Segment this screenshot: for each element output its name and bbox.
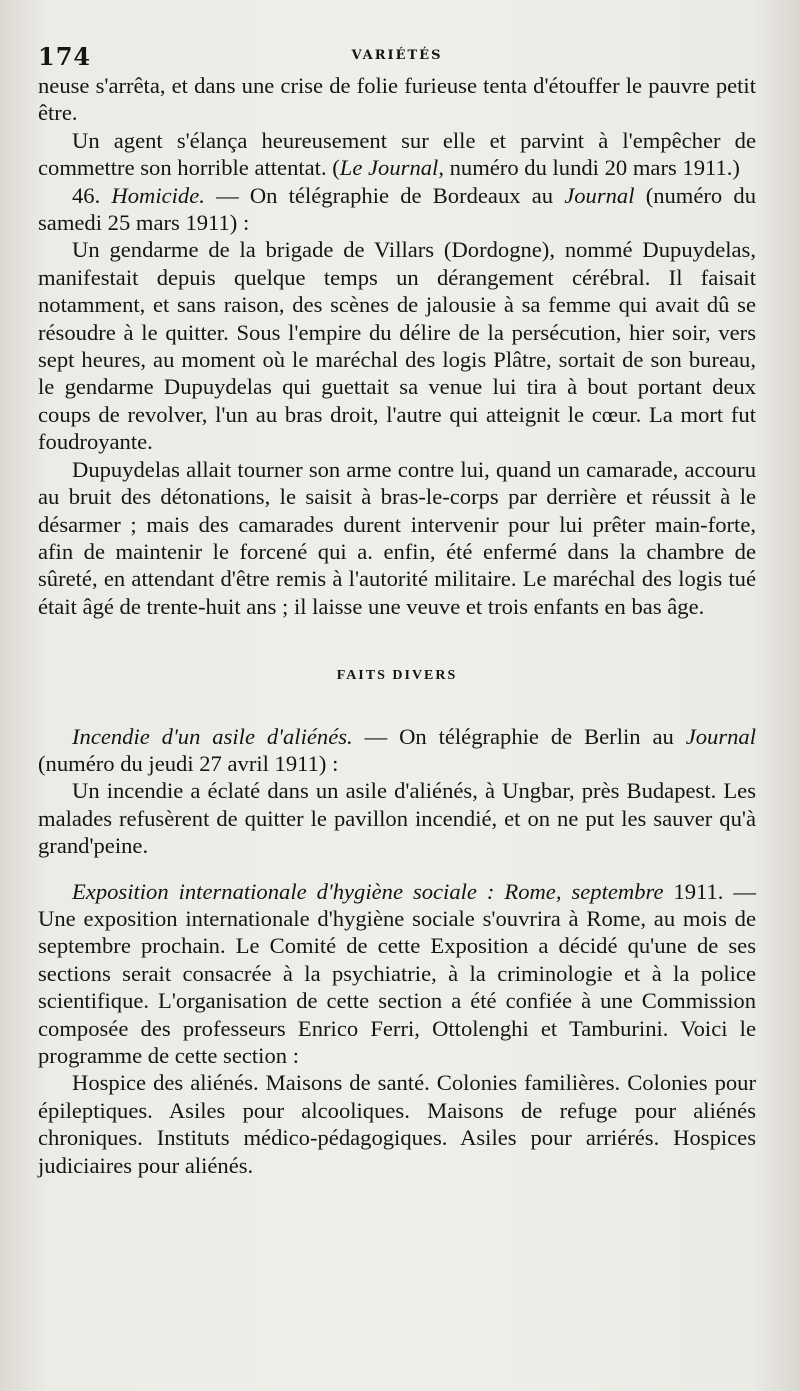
running-head: VARIÉTÉS — [351, 48, 443, 63]
page-body — [38, 72, 756, 1179]
item-incendie-body: Un incendie a éclaté dans un asile d'aliénés, à Ungbar, près Budapest. Les malades refusèrent de quitter le pavillon incendié, et on ne put les sauver qu'à grand'peine. — [38, 778, 756, 859]
paragraph-agent-text-b: , numéro du lundi 20 mars 1911.) — [438, 155, 740, 181]
entry-gap — [38, 860, 756, 878]
paragraph-dupuydelas: Dupuydelas allait tourner son arme contre lui, quand un camarade, accouru au bruit des détonations, le saisit à bras-le-corps par derrière et réussit à le désarmer ; mais des camarades durent intervenir pour lui prêter main-forte, afin de maintenir le forcené qui a. enfin, été enfermé dans la chambre de sûreté, en attendant d'être remis à l'autorité militaire. Le maréchal des logis tué était âgé de trente-huit ans ; il laisse une veuve et trois enfants en bas âge. — [38, 456, 756, 619]
source-journal: Journal — [564, 182, 635, 208]
item-exposition — [38, 878, 756, 1070]
item-incendie-heading — [38, 723, 756, 778]
section-title-faits-divers: FAITS DIVERS — [336, 668, 458, 684]
entry-number: 46. — [72, 182, 112, 208]
paragraph-continuation: neuse s'arrêta, et dans une crise de folie furieuse tenta d'étouffer le pauvre petit être. — [38, 73, 756, 126]
item-incendie-title: Incendie d'un asile d'aliénés. — [72, 723, 353, 749]
item-exposition-list: Hospice des aliénés. Maisons de santé. Colonies familières. Colonies pour épileptiques. Asiles pour alcooliques. Maisons de refuge pour aliénés chroniques. Instituts médico-pédagogiques. Asiles pour arriérés. Hospices judiciaires pour aliénés. — [38, 1070, 756, 1178]
item-incendie-text-b: (numéro du jeudi 27 avril 1911) : — [38, 750, 339, 776]
entry-title-homicide: Homicide. — [111, 182, 205, 208]
paragraph-agent — [38, 127, 756, 182]
paragraph-agent-text-a: Un agent s'élança heureusement sur elle et parvint à l'empêcher de commettre son horrible attentat. ( — [38, 127, 756, 181]
entry-46-heading — [38, 182, 756, 237]
page-number: 174 — [38, 42, 92, 71]
paragraph-gendarme: Un gendarme de la brigade de Villars (Dordogne), nommé Dupuydelas, manifestait depuis quelque temps un dérangement cérébral. Il faisait notamment, et sans raison, des scènes de jalousie à sa femme qui avait dû se résoudre à le quitter. Sous l'empire du délire de la persécution, hier soir, vers sept heures, au moment où le maréchal des logis Plâtre, sortait de son bureau, le gendarme Dupuydelas qui guettait sa venue lui tira à bout portant deux coups de revolver, l'un au bras droit, l'autre qui atteignit le cœur. La mort fut foudroyante. — [38, 237, 756, 455]
source-le-journal: Le Journal — [339, 155, 439, 181]
item-incendie-source: Journal — [685, 723, 756, 749]
item-exposition-title: Exposition internationale d'hygiène sociale : Rome, septembre — [72, 878, 664, 904]
entry-46-text-a: — On télégraphie de Bordeaux au — [204, 182, 565, 208]
entry-46-text-b: (numéro du samedi 25 mars 1911) : — [38, 182, 757, 236]
item-exposition-text: 1911. — Une exposition internationale d'hygiène sociale s'ouvrira à Rome, au mois de septembre prochain. Le Comité de cette Exposition a décidé qu'une de ses sections serait consacrée à la psychiatrie, à la criminologie et à la police scientifique. L'organisation de cette section a été confiée à une Commission composée des professeurs Enrico Ferri, Ottolenghi et Tamburini. Voici le programme de cette section : — [38, 878, 757, 1068]
page-header — [38, 38, 756, 72]
item-incendie-text-a: — On télégraphie de Berlin au — [352, 723, 686, 749]
